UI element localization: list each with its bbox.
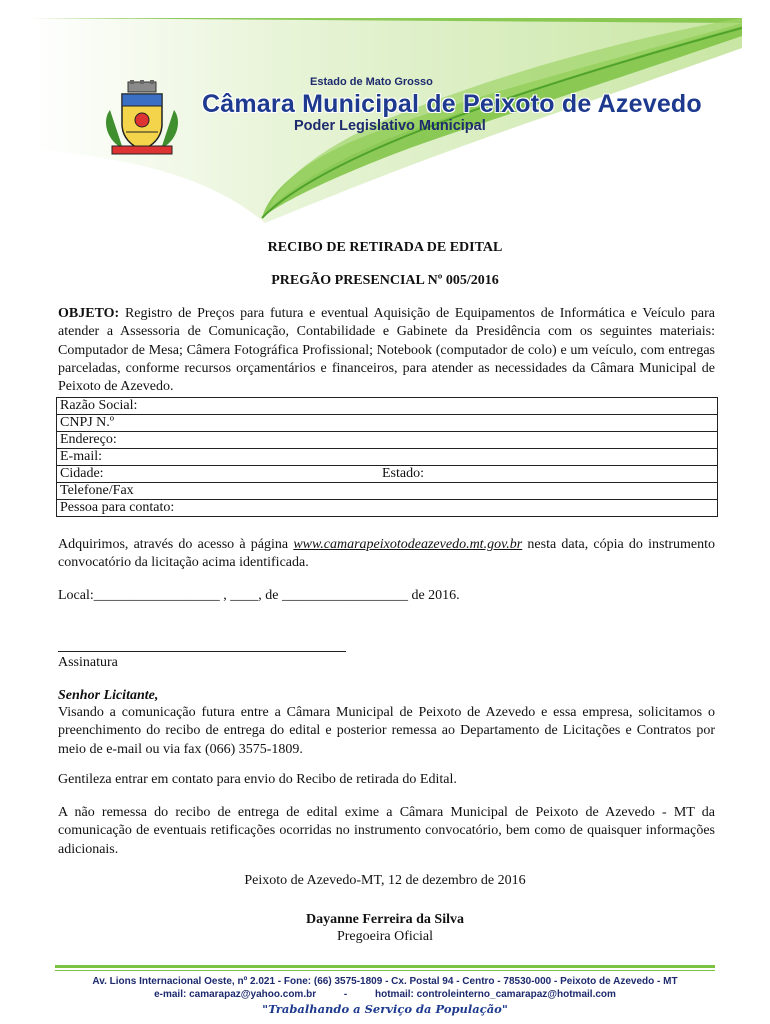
telefone-field[interactable]: Telefone/Fax	[57, 483, 718, 500]
signatory-name: Dayanne Ferreira da Silva	[305, 912, 464, 927]
local-date-line: Local:__________________ , ____, de __________________ de 2016.	[58, 588, 460, 603]
footer-divider-thin	[55, 970, 715, 971]
acquisition-paragraph	[58, 536, 715, 573]
endereco-field[interactable]: Endereço:	[57, 432, 718, 449]
cidade-estado-field[interactable]	[57, 466, 718, 483]
notice-heading: Senhor Licitante,	[58, 688, 159, 703]
signature-label: Assinatura	[58, 655, 118, 670]
footer-emails: e-mail: camarapaz@yahoo.com.br - hotmail: controleinterno_camarapaz@hotmail.com	[154, 989, 616, 1000]
estado-label: Estado:	[382, 466, 424, 481]
object-paragraph	[58, 305, 715, 396]
notice-paragraph-1: Visando a comunicação futura entre a Câmara Municipal de Peixoto de Azevedo e essa empresa, solicitamos o preenchimento do recibo de entrega do edital e posterior remessa ao Departamento de Licitações e Contratos por meio de e-mail ou via fax (066) 3575-1809.	[58, 705, 715, 757]
state-name: Estado de Mato Grosso	[310, 76, 433, 88]
object-text: Registro de Preços para futura e eventual Aquisição de Equipamentos de Informática e Veículo para atender a Assessoria de Comunicação, Contabilidade e Gabinete da Presidência com os seguintes materiais: Computador de Mesa; Câmera Fotográfica Profissional; Notebook (computador de colo) e um veículo, com entregas parceladas, conforme recursos orçamentários e financeiros, para atender as necessidades da Câmara Municipal de Peixoto de Azevedo.	[58, 306, 716, 395]
letterhead	[30, 18, 742, 228]
document-subtitle: PREGÃO PRESENCIAL Nº 005/2016	[271, 273, 499, 288]
razao-social-field[interactable]: Razão Social:	[57, 398, 718, 415]
object-label: OBJETO:	[58, 306, 120, 321]
institution-subtitle: Poder Legislativo Municipal	[294, 118, 486, 134]
footer-address: Av. Lions Internacional Oeste, nº 2.021 - Fone: (66) 3575-1809 - Cx. Postal 94 - Centro - 78530-000 - Peixoto de Azevedo - MT	[92, 976, 678, 987]
signature-line	[58, 651, 346, 652]
website-link[interactable]: www.camarapeixotodeazevedo.mt.gov.br	[293, 537, 523, 552]
coat-of-arms-icon	[102, 80, 182, 158]
cidade-label: Cidade:	[60, 466, 104, 481]
contato-field[interactable]: Pessoa para contato:	[57, 500, 718, 517]
acquisition-text-after: nesta data, cópia do instrumento convocatório da licitação acima identificada.	[58, 537, 715, 571]
supplier-form-table	[56, 397, 718, 517]
cnpj-field[interactable]: CNPJ N.º	[57, 415, 718, 432]
acquisition-text-before: Adquirimos, através do acesso à página	[58, 537, 289, 552]
institution-title: Câmara Municipal de Peixoto de Azevedo	[202, 90, 702, 118]
footer-divider	[55, 965, 715, 968]
signatory-role: Pregoeira Oficial	[336, 929, 433, 944]
date-line: Peixoto de Azevedo-MT, 12 de dezembro de 2016	[244, 873, 526, 888]
email-field[interactable]: E-mail:	[57, 449, 718, 466]
notice-paragraph-2: Gentileza entrar em contato para envio do Recibo de retirada do Edital.	[58, 772, 457, 787]
notice-paragraph-3: A não remessa do recibo de entrega de edital exime a Câmara Municipal de Peixoto de Azevedo - MT da comunicação de eventuais retificações ocorridas no instrumento convocatório, bem como de quaisquer informações adicionais.	[58, 805, 715, 857]
footer-slogan: "Trabalhando a Serviço da População"	[262, 1002, 508, 1016]
document-title: RECIBO DE RETIRADA DE EDITAL	[267, 240, 503, 255]
